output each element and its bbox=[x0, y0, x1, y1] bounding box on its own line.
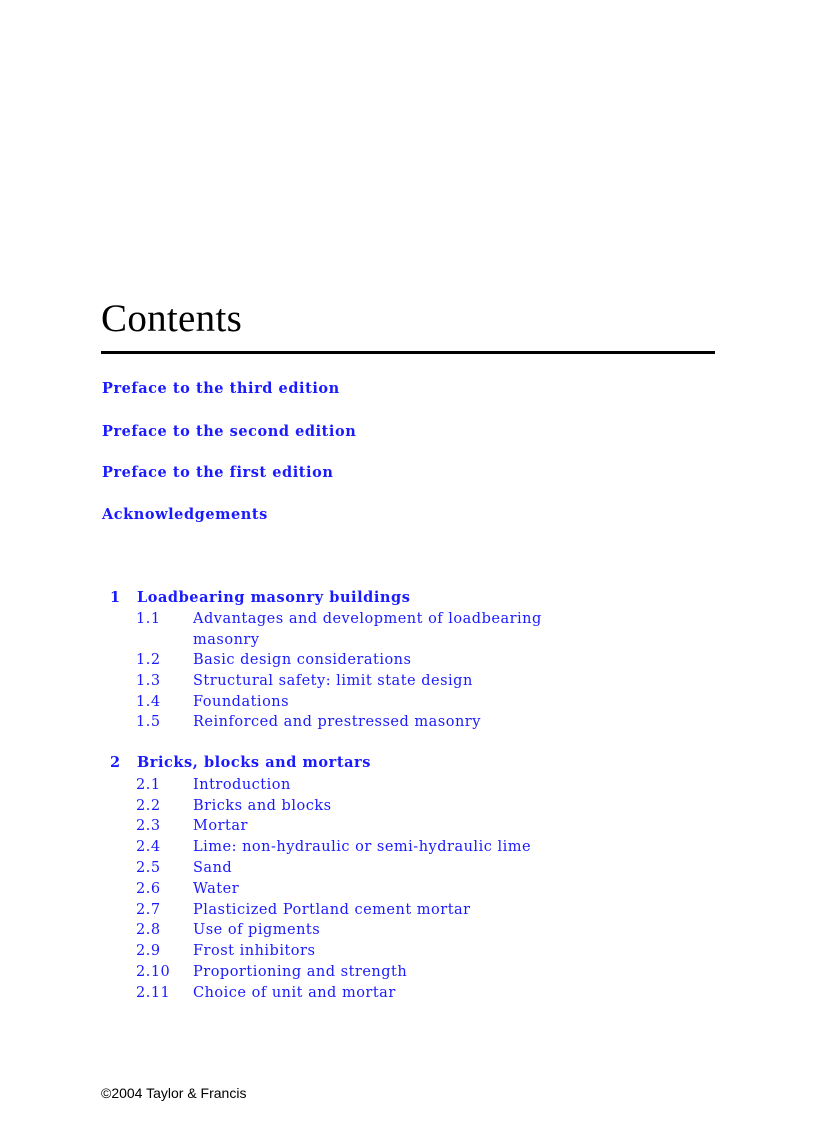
section-number: 1.2 bbox=[136, 652, 161, 668]
section-number: 2.7 bbox=[136, 902, 161, 918]
section-number: 1.4 bbox=[136, 694, 161, 710]
section-label: Mortar bbox=[193, 818, 248, 834]
section-number: 2.5 bbox=[136, 860, 161, 876]
chapter-number: 2 bbox=[110, 754, 121, 771]
toc-preface-second bbox=[102, 423, 356, 440]
chapter-number: 1 bbox=[110, 589, 121, 606]
section-label: Choice of unit and mortar bbox=[193, 985, 396, 1001]
toc-preface-first bbox=[102, 464, 333, 481]
toc-chapter-2 bbox=[110, 754, 371, 771]
section-number: 2.8 bbox=[136, 922, 161, 938]
section-label: Basic design considerations bbox=[193, 652, 412, 668]
toc-link-preface-third[interactable]: Preface to the third edition bbox=[102, 380, 340, 397]
toc-link-chapter-1[interactable] bbox=[110, 589, 410, 606]
section-label: Bricks and blocks bbox=[193, 798, 332, 814]
section-label: Plasticized Portland cement mortar bbox=[193, 902, 471, 918]
toc-chapter-1 bbox=[110, 589, 410, 606]
toc-link-preface-second[interactable]: Preface to the second edition bbox=[102, 423, 357, 440]
toc-preface-third bbox=[102, 380, 340, 397]
copyright-footer: ©2004 Taylor & Francis bbox=[101, 1085, 247, 1101]
section-label: Use of pigments bbox=[193, 922, 321, 938]
section-number: 2.1 bbox=[136, 777, 161, 793]
section-label: Frost inhibitors bbox=[193, 943, 316, 959]
section-label: Structural safety: limit state design bbox=[193, 673, 473, 689]
section-label: Advantages and development of loadbearing bbox=[193, 611, 542, 627]
section-label: Introduction bbox=[193, 777, 291, 793]
section-label: Foundations bbox=[193, 694, 290, 710]
page-title: Contents bbox=[101, 297, 243, 340]
section-label: Water bbox=[193, 881, 240, 897]
toc-acknowledgements bbox=[102, 506, 268, 523]
section-label: Proportioning and strength bbox=[193, 964, 408, 980]
section-number: 2.6 bbox=[136, 881, 161, 897]
section-label: Reinforced and prestressed masonry bbox=[193, 714, 481, 730]
toc-link-preface-first[interactable]: Preface to the first edition bbox=[102, 464, 334, 481]
section-number: 1.1 bbox=[136, 611, 161, 627]
section-number: 1.3 bbox=[136, 673, 161, 689]
section-number: 1.5 bbox=[136, 714, 161, 730]
section-label: Lime: non-hydraulic or semi-hydraulic lime bbox=[193, 839, 532, 855]
toc-link-chapter-2[interactable] bbox=[110, 754, 371, 771]
section-number: 2.11 bbox=[136, 985, 171, 1001]
chapter-title: Loadbearing masonry buildings bbox=[137, 589, 411, 606]
section-number: 2.3 bbox=[136, 818, 161, 834]
section-number: 2.10 bbox=[136, 964, 171, 980]
chapter-title: Bricks, blocks and mortars bbox=[137, 754, 371, 771]
section-number: 2.2 bbox=[136, 798, 161, 814]
section-label: Sand bbox=[193, 860, 233, 876]
title-rule bbox=[101, 351, 715, 354]
section-number: 2.9 bbox=[136, 943, 161, 959]
toc-link-acknowledgements[interactable]: Acknowledgements bbox=[102, 506, 268, 523]
section-number: 2.4 bbox=[136, 839, 161, 855]
section-label-continued: masonry bbox=[193, 632, 260, 648]
